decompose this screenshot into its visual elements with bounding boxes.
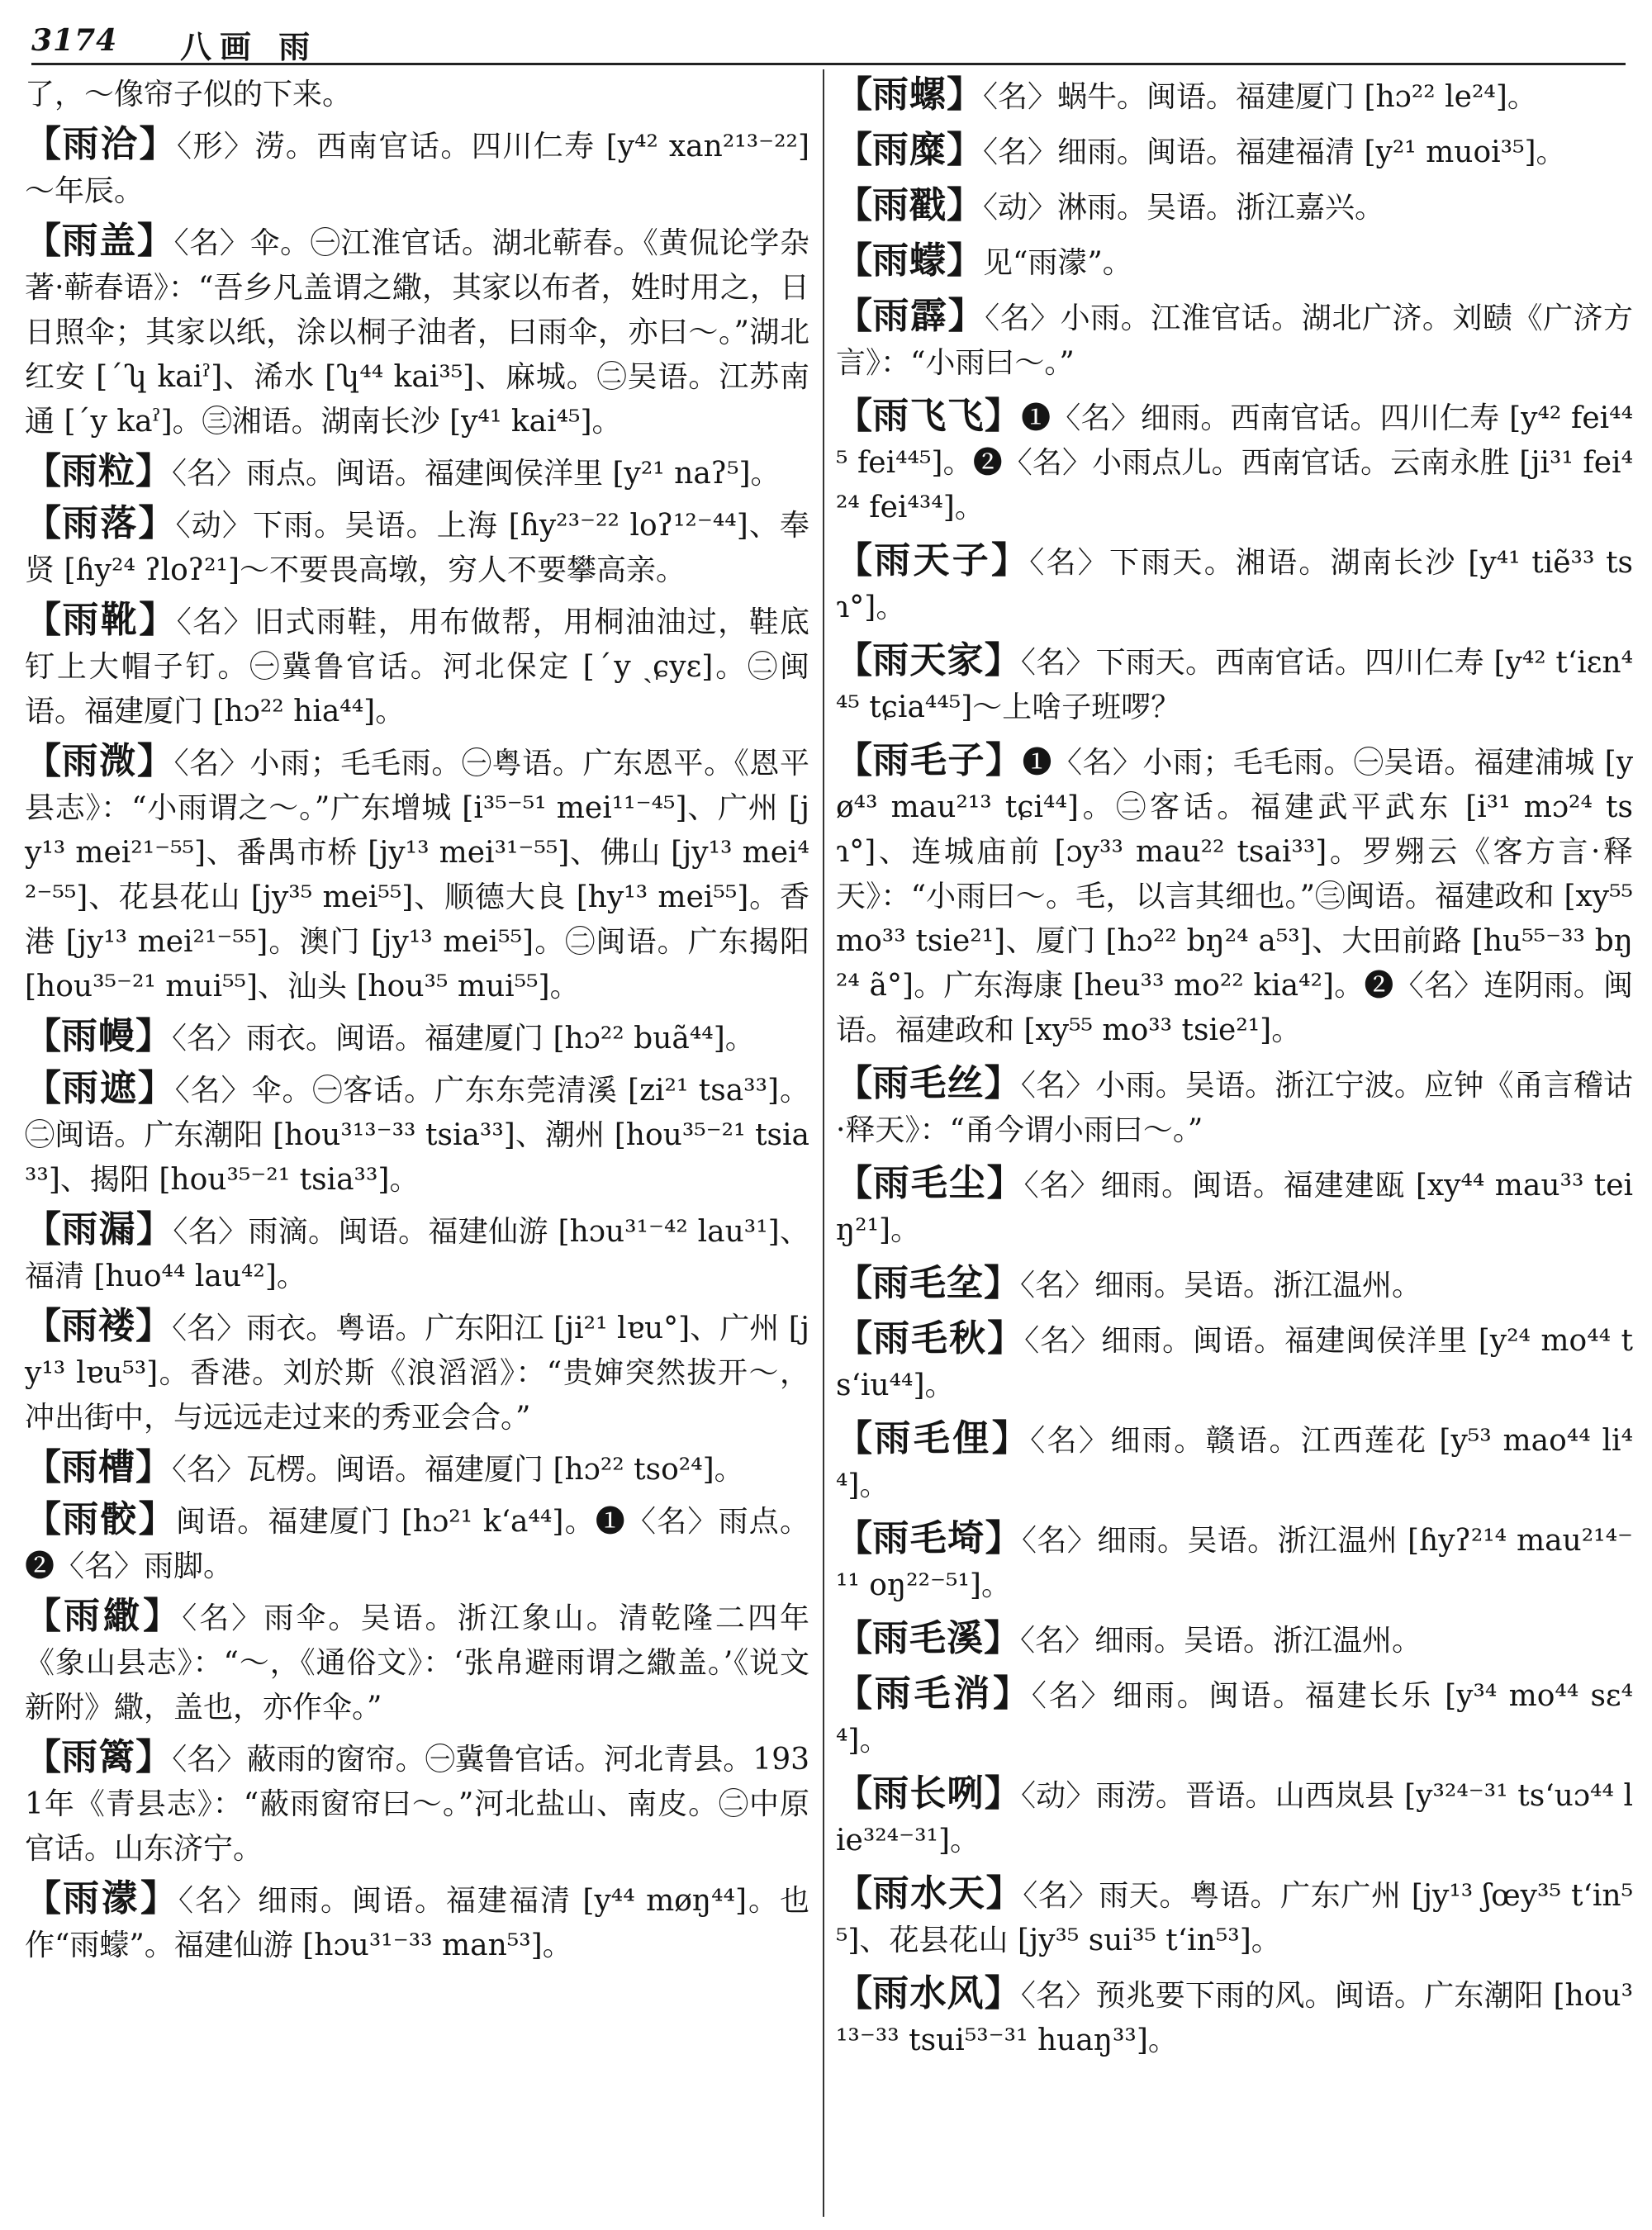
entry-headword: 雨洽: [62, 123, 140, 165]
entry-headword: 雨戳: [872, 184, 947, 226]
entry-definition: 〈名〉细雨。吴语。浙江温州。: [1020, 1269, 1422, 1302]
dictionary-entry: [836, 1872, 1633, 1963]
left-bracket: 【: [836, 129, 872, 171]
entry-definition: 见“雨濛”。: [983, 246, 1132, 280]
right-bracket: 】: [947, 184, 983, 226]
entry-headword: 雨毛子: [872, 739, 985, 781]
left-bracket: 【: [836, 240, 872, 282]
dictionary-entry: [25, 1066, 809, 1203]
right-bracket: 】: [991, 1417, 1031, 1459]
entry-definition: 〈名〉雨衣。粤语。广东阳江 [ji²¹ lɐu°]、广州 [jy¹³ lɐu⁵³]。香港。刘於斯《浪滔滔》：“贵婶突然拔开～，冲出街中，与远远走过来的秀亚会合。”: [25, 1312, 810, 1435]
right-bracket: 】: [947, 74, 983, 116]
dictionary-entry: [836, 1416, 1633, 1508]
dictionary-entry: [25, 501, 809, 593]
entry-definition: 〈名〉雨天。粤语。广东广州 [jy¹³ ʃœy³⁵ t‘in⁵⁵]、花县花山 [jy³⁵ sui³⁵ t‘in⁵³]。: [836, 1879, 1634, 1957]
right-bracket: 】: [135, 1736, 173, 1778]
dictionary-entry: [25, 1877, 809, 1968]
dictionary-entry: [836, 239, 1633, 286]
entry-headword: 雨繖: [64, 1595, 144, 1637]
right-bracket: 】: [135, 1015, 172, 1057]
right-entry-list: [836, 73, 1633, 2063]
left-bracket: 【: [836, 1672, 875, 1715]
dictionary-entry: [25, 1208, 809, 1299]
right-bracket: 】: [139, 123, 177, 165]
left-bracket: 【: [836, 1317, 874, 1359]
dictionary-entry: [25, 219, 809, 444]
dictionary-entry: [836, 1971, 1633, 2063]
entry-definition: 〈形〉涝。西南官话。四川仁寿 [y⁴² xan²¹³⁻²²] ～年辰。: [25, 130, 810, 208]
right-bracket: 】: [984, 395, 1022, 437]
left-bracket: 【: [25, 502, 63, 544]
left-bracket: 【: [25, 1067, 62, 1109]
entry-headword: 雨幔: [61, 1015, 135, 1057]
right-bracket: 】: [990, 539, 1030, 581]
entry-headword: 雨霹: [872, 295, 948, 337]
left-bracket: 【: [836, 184, 872, 226]
dictionary-entry: [25, 1445, 809, 1492]
dictionary-entry: [25, 449, 809, 496]
dictionary-entry: [25, 1735, 809, 1872]
entry-headword: 雨蠓: [872, 240, 947, 282]
left-column: [25, 73, 809, 2222]
dictionary-entry: [836, 1772, 1633, 1863]
right-column: [836, 73, 1633, 2222]
entry-headword: 雨毛消: [874, 1672, 994, 1715]
entry-headword: 雨飞飞: [872, 395, 985, 437]
right-bracket: 】: [947, 295, 985, 337]
entry-definition: 〈动〉下雨。吴语。上海 [ɦy²³⁻²² loʔ¹²⁻⁴⁴]、奉贤 [ɦy²⁴ ʔloʔ²¹]～不要畏高墩，穷人不要攀高亲。: [25, 509, 810, 587]
dictionary-entry: [836, 1161, 1633, 1253]
left-bracket: 【: [836, 295, 873, 337]
entry-definition: 〈名〉细雨。吴语。浙江温州 [ɦyʔ²¹⁴ mau²¹⁴⁻¹¹ oŋ²²⁻⁵¹]。: [836, 1524, 1634, 1602]
entry-definition: 〈名〉雨衣。闽语。福建厦门 [hɔ²² buã⁴⁴]。: [172, 1022, 755, 1056]
entry-definition: 〈名〉雨点。闽语。福建闽侯洋里 [y²¹ naʔ⁵]。: [172, 457, 781, 491]
right-bracket: 】: [985, 739, 1023, 781]
entry-definition: 〈名〉下雨天。湘语。湖南长沙 [y⁴¹ tiẽ³³ tsɿ°]。: [836, 546, 1634, 624]
entry-headword: 雨螺: [872, 74, 947, 116]
column-divider: [823, 69, 824, 2217]
entry-headword: 雨篱: [61, 1736, 136, 1778]
entry-headword: 雨天子: [874, 539, 991, 581]
running-head: 八画 雨: [180, 28, 319, 65]
entry-definition: 〈名〉瓦楞。闽语。福建厦门 [hɔ²² tso²⁴]。: [172, 1453, 744, 1487]
right-bracket: 】: [987, 1317, 1025, 1359]
page-header: [31, 20, 1626, 65]
right-bracket: 】: [143, 1595, 183, 1637]
entry-definition: 〈名〉预兆要下雨的风。闽语。广东潮阳 [hou³¹³⁻³³ tsui⁵³⁻³¹ huaŋ³³]。: [836, 1979, 1634, 2057]
right-bracket: 】: [984, 1772, 1021, 1815]
left-bracket: 【: [25, 599, 63, 641]
dictionary-entry: [836, 294, 1633, 386]
left-bracket: 【: [25, 740, 62, 782]
dictionary-entry: [836, 1516, 1633, 1608]
dictionary-entry: [25, 598, 809, 734]
dictionary-entry: [836, 638, 1633, 730]
entry-headword: 雨毛俚: [874, 1417, 992, 1459]
dictionary-entry: [836, 73, 1633, 120]
left-bracket: 【: [836, 1162, 873, 1204]
dictionary-entry: [25, 1014, 809, 1061]
dictionary-entry: [25, 1497, 809, 1589]
right-bracket: 】: [984, 1972, 1021, 2014]
dictionary-entry: [25, 739, 809, 1009]
entry-definition: 〈名〉雨伞。吴语。浙江象山。清乾隆二四年《象山县志》：“～，《通俗文》：‘张帛避雨谓之繖盖。’《说文新附》繖，盖也，亦作伞。”: [25, 1601, 810, 1725]
entry-definition: 〈动〉雨涝。晋语。山西岚县 [y³²⁴⁻³¹ ts‘uɔ⁴⁴ lie³²⁴⁻³¹]。: [836, 1779, 1634, 1858]
entry-headword: 雨毛尘: [872, 1162, 987, 1204]
right-bracket: 】: [984, 1262, 1020, 1304]
entry-definition: 〈名〉旧式雨鞋，用布做帮，用桐油油过，鞋底钉上大帽子钉。㊀冀鲁官话。河北保定 [ˊy ˏɕyɛ]。㊁闽语。福建厦门 [hɔ²² hia⁴⁴]。: [25, 605, 810, 728]
page-number: 3174: [31, 23, 118, 58]
entry-definition: 闽语。福建厦门 [hɔ²¹ k‘a⁴⁴]。❶〈名〉雨点。❷〈名〉雨脚。: [25, 1505, 809, 1583]
right-bracket: 】: [136, 1208, 173, 1250]
entry-headword: 雨漏: [61, 1208, 137, 1250]
left-bracket: 【: [25, 1595, 64, 1637]
left-bracket: 【: [836, 1262, 872, 1304]
entry-headword: 雨粒: [61, 450, 135, 492]
right-bracket: 】: [985, 1517, 1022, 1559]
right-bracket: 】: [135, 1446, 172, 1488]
right-bracket: 】: [135, 1305, 173, 1347]
entry-headword: 雨毛坌: [872, 1262, 984, 1304]
left-bracket: 【: [25, 450, 61, 492]
entry-definition: 〈名〉小雨。吴语。浙江宁波。应钟《甬言稽诂·释天》：“甬今谓小雨曰～。”: [836, 1069, 1634, 1147]
dictionary-entry: [836, 1261, 1633, 1308]
entry-headword: 雨毛溪: [872, 1617, 984, 1659]
dictionary-entry: [836, 1616, 1633, 1663]
dictionary-entry: [836, 394, 1633, 530]
left-bracket: 【: [836, 539, 875, 581]
left-entry-list: [25, 122, 809, 1968]
entry-headword: 雨槽: [61, 1446, 135, 1488]
entry-definition: 〈名〉蔽雨的窗帘。㊀冀鲁官话。河北青县。1931年《青县志》：“蔽雨窗帘曰～。”河北盐山、南皮。㊁中原官话。山东济宁。: [25, 1743, 810, 1866]
left-bracket: 【: [836, 739, 873, 781]
entry-headword: 雨水天: [872, 1872, 986, 1914]
entry-headword: 雨盖: [61, 220, 137, 262]
right-bracket: 】: [984, 1617, 1020, 1659]
entry-definition: ❶〈名〉细雨。西南官话。四川仁寿 [y⁴² fei⁴⁴⁵ fei⁴⁴⁵]。❷〈名〉小雨点儿。西南官话。云南永胜 [ji³¹ fei⁴²⁴ fei⁴³⁴]。: [836, 401, 1634, 524]
continuation-text: 了，～像帘子似的下来。: [25, 78, 353, 112]
right-bracket: 】: [947, 240, 983, 282]
entry-headword: 雨毛秋: [873, 1317, 988, 1359]
left-bracket: 【: [836, 1972, 873, 2014]
right-bracket: 】: [986, 1162, 1024, 1204]
entry-definition: 〈名〉雨滴。闽语。福建仙游 [hɔu³¹⁻⁴² lau³¹]、福清 [huo⁴⁴ lau⁴²]。: [25, 1215, 810, 1293]
entry-headword: 雨褛: [61, 1305, 136, 1347]
entry-definition: 〈名〉细雨。闽语。福建闽侯洋里 [y²⁴ mo⁴⁴ ts‘iu⁴⁴]。: [836, 1324, 1634, 1402]
entry-definition: 〈动〉淋雨。吴语。浙江嘉兴。: [983, 191, 1385, 225]
dictionary-entry: [836, 1672, 1633, 1763]
entry-headword: 雨濛: [63, 1877, 140, 1919]
left-bracket: 【: [836, 1517, 873, 1559]
right-bracket: 】: [984, 639, 1021, 681]
left-bracket: 【: [836, 1062, 873, 1104]
right-bracket: 】: [136, 740, 174, 782]
dictionary-entry: [836, 183, 1633, 230]
right-bracket: 】: [138, 502, 176, 544]
dictionary-entry: [836, 1317, 1633, 1408]
entry-definition: 〈名〉蜗牛。闽语。福建厦门 [hɔ²² le²⁴]。: [983, 80, 1537, 114]
entry-definition: 〈名〉细雨。闽语。福建福清 [y⁴⁴ møŋ⁴⁴]。也作“雨蠓”。福建仙游 [hɔu³¹⁻³³ man⁵³]。: [25, 1884, 809, 1962]
left-bracket: 【: [25, 220, 62, 262]
dictionary-entry: [25, 122, 809, 214]
left-bracket: 【: [836, 1617, 872, 1659]
left-bracket: 【: [836, 395, 873, 437]
dictionary-entry: [836, 539, 1633, 630]
left-bracket: 【: [25, 1736, 62, 1778]
dictionary-entry: [836, 128, 1633, 175]
entry-headword: 雨遮: [61, 1067, 138, 1109]
entry-definition: 〈名〉小雨。江淮官话。湖北广济。刘赜《广济方言》：“小雨曰～。”: [836, 301, 1634, 380]
left-bracket: 【: [25, 1208, 62, 1250]
entry-definition: 〈名〉细雨。吴语。浙江温州。: [1020, 1624, 1422, 1658]
left-bracket: 【: [25, 1446, 61, 1488]
left-bracket: 【: [836, 1872, 873, 1914]
entry-definition: 〈名〉细雨。赣语。江西莲花 [y⁵³ mao⁴⁴ li⁴⁴]。: [836, 1424, 1633, 1502]
entry-definition: 〈名〉伞。㊀客话。广东东莞清溪 [zi²¹ tsa³³]。㊁闽语。广东潮阳 [hou³¹³⁻³³ tsia³³]、潮州 [hou³⁵⁻²¹ tsia³³]、揭阳 [hou³⁵⁻²¹ tsia³³]。: [25, 1074, 810, 1197]
right-bracket: 】: [138, 1498, 176, 1540]
entry-definition: 〈名〉伞。㊀江淮官话。湖北蕲春。《黄侃论学杂著·蕲春语》：“吾乡凡盖谓之繖，其家以布者，姓时用之，日日照伞；其家以纸，涂以桐子油者，曰雨伞，亦曰～。”湖北红安 [ˊʮ kaiˀ]、浠水 [ʮ⁴⁴ kai³⁵]、麻城。㊁吴语。江苏南通 [ˊy kaˀ]。㊂湘语。湖南长沙 [y⁴¹ kai⁴⁵]。: [25, 226, 809, 439]
entry-definition: 〈名〉下雨天。西南官话。四川仁寿 [y⁴² t‘iɛn⁴⁴⁵ tɕia⁴⁴⁵]～上啥子班啰？: [836, 646, 1634, 724]
left-bracket: 【: [25, 1305, 62, 1347]
entry-definition: 〈名〉细雨。闽语。福建福清 [y²¹ muoi³⁵]。: [983, 135, 1566, 169]
right-bracket: 】: [993, 1672, 1032, 1715]
entry-headword: 雨糜: [872, 129, 947, 171]
entry-headword: 雨靴: [62, 599, 140, 641]
left-bracket: 【: [836, 74, 872, 116]
entry-headword: 雨毛埼: [872, 1517, 985, 1559]
entry-headword: 雨毛丝: [872, 1062, 985, 1104]
right-bracket: 】: [985, 1872, 1023, 1914]
left-bracket: 【: [25, 1498, 63, 1540]
entry-headword: 雨长咧: [872, 1772, 985, 1815]
dictionary-entry: [836, 738, 1633, 1053]
entry-definition: ❶〈名〉小雨；毛毛雨。㊀吴语。福建浦城 [yø⁴³ mau²¹³ tɕi⁴⁴]。㊁客话。福建武平武东 [i³¹ mɔ²⁴ tsɿ°]、连城庙前 [ɔy³³ mau²² tsai³³]。罗翙云《客方言·释天》：“小雨曰～。毛，以言其细也。”㊂闽语。福建政和 [xy⁵⁵ mo³³ tsie²¹]、厦门 [hɔ²² bŋ²⁴ a⁵³]、大田前路 [hu⁵⁵⁻³³ bŋ²⁴ ã°]。广东海康 [heu³³ mo²² kia⁴²]。❷〈名〉连阴雨。闽语。福建政和 [xy⁵⁵ mo³³ tsie²¹]。: [836, 746, 1634, 1047]
left-bracket: 【: [25, 1877, 63, 1919]
right-bracket: 】: [984, 1062, 1021, 1104]
dictionary-entry: [836, 1061, 1633, 1153]
entry-headword: 雨溦: [61, 740, 137, 782]
left-bracket: 【: [25, 123, 63, 165]
entry-headword: 雨落: [62, 502, 139, 544]
right-bracket: 】: [947, 129, 983, 171]
dictionary-entry: [25, 1594, 809, 1730]
right-bracket: 】: [139, 599, 177, 641]
right-bracket: 】: [140, 1877, 178, 1919]
entry-definition: 〈名〉小雨；毛毛雨。㊀粤语。广东恩平。《恩平县志》：“小雨谓之～。”广东增城 [i³⁵⁻⁵¹ mei¹¹⁻⁴⁵]、广州 [jy¹³ mei²¹⁻⁵⁵]、番禺市桥 [jy¹³ mei³¹⁻⁵⁵]、佛山 [jy¹³ mei⁴²⁻⁵⁵]、花县花山 [jy³⁵ mei⁵⁵]、顺德大良 [hy¹³ mei⁵⁵]。香港 [jy¹³ mei²¹⁻⁵⁵]。澳门 [jy¹³ mei⁵⁵]。㊁闽语。广东揭阳 [hou³⁵⁻²¹ mui⁵⁵]、汕头 [hou³⁵ mui⁵⁵]。: [25, 747, 809, 1004]
left-bracket: 【: [836, 1417, 875, 1459]
right-bracket: 】: [136, 220, 174, 262]
left-bracket: 【: [25, 1015, 61, 1057]
entry-headword: 雨水风: [872, 1972, 985, 2014]
right-bracket: 】: [137, 1067, 175, 1109]
left-bracket: 【: [836, 1772, 873, 1815]
dictionary-entry: [25, 1304, 809, 1440]
right-bracket: 】: [135, 450, 172, 492]
entry-headword: 雨骹: [62, 1498, 139, 1540]
entry-definition: 〈名〉细雨。闽语。福建长乐 [y³⁴ mo⁴⁴ sɛ⁴⁴]。: [836, 1679, 1634, 1758]
entry-headword: 雨天家: [872, 639, 985, 681]
entry-definition: 〈名〉细雨。闽语。福建建瓯 [xy⁴⁴ mau³³ teiŋ²¹]。: [836, 1169, 1634, 1247]
left-bracket: 【: [836, 639, 873, 681]
